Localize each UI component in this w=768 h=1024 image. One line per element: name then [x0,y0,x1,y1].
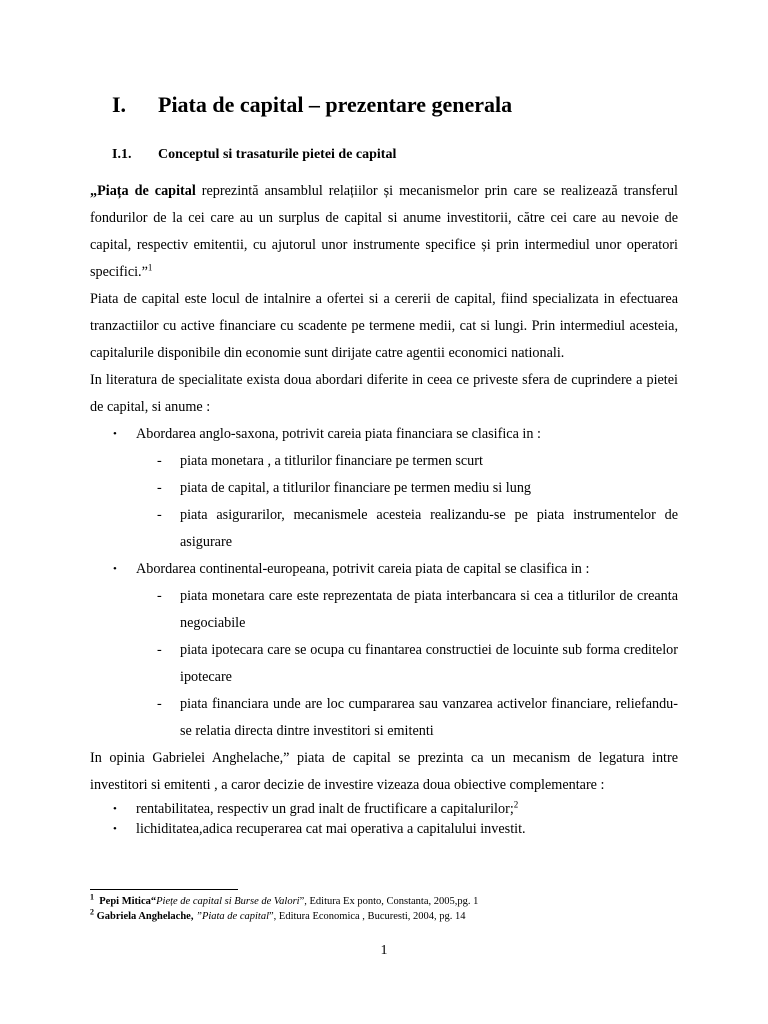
footnote-1: $^1$ Pepi Mitica“Piețe de capital si Burse de Valori”, Editura Ex ponto, Constanta, 2005,pg. 1 [90,892,479,907]
objectives-list [90,799,678,839]
paragraph-definition: „Piața de capital reprezintă ansamblul relațiilor și mecanismelor prin care se realizează transferul fondurilor de la cei care au un surplus de capital si anume investitorii, către cei care au nevoie de capital, respectiv emitentii, cu ajutorul unor instrumente specifice și prin intermediul unor operatori specifici.”$^1$ [90,183,678,280]
footnote-2: $^2$ Gabriela Anghelache, ”Piata de capital”, Editura Economica , Bucuresti, 2004, pg. 14 [90,907,466,922]
dash-icon: - [157,453,162,469]
paragraph-meeting-place: Piata de capital este locul de intalnire a ofertei si a cererii de capital, fiind specializata in efectuarea tranzactiilor cu active financiare cu scadente pe termene medii, cat si lungi. Prin intermediul acesteia, capitalurile disponibile din economie sunt dirijate catre agentii economici nationali. [90,291,678,361]
footnote-separator [90,889,238,890]
list-item: - piata asigurarilor, mecanismele acesteia realizandu-se pe piata instrumentelor de asigurare [90,502,678,556]
chapter-heading [112,92,512,118]
dash-icon: - [157,480,162,496]
dash-icon: - [157,507,162,523]
list-item-rentabilitate: • rentabilitatea, respectiv un grad inalt de fructificare a capitalurilor;$^2$ [113,799,519,817]
footnote-title: Piețe de capital si Burse de Valori [156,896,300,907]
footnote-title: Piata de capital [201,911,270,922]
footnote-ref-2: 2 [513,799,519,810]
section-number: I.1. [112,147,132,162]
footnote-author: Gabriela Anghelache, [96,911,194,922]
page-number: 1 [380,943,388,958]
bullet-icon: • [113,428,117,440]
footnotes [90,889,678,924]
dash-icon: - [157,588,162,604]
list-item-anglo-saxon: • Abordarea anglo-saxona, potrivit careia piata financiara se clasifica in : [90,421,678,448]
dash-icon: - [157,642,162,658]
chapter-title: Piata de capital – prezentare generala [158,92,513,117]
bold-term: „Piața de capital [90,183,196,199]
list-item: - piata monetara care este reprezentata de piata interbancara si cea a titlurilor de creanta negociabile [90,583,678,637]
paragraph-approaches-intro: In literatura de specialitate exista doua abordari diferite in ceea ce priveste sfera de cuprindere a pietei de capital, si anume : [90,372,678,415]
chapter-number: I. [112,92,127,117]
list-item: - piata ipotecara care se ocupa cu finantarea constructiei de locuinte sub forma creditelor ipotecare [90,637,678,691]
bullet-icon: • [113,803,117,815]
dash-icon: - [157,696,162,712]
footnote-ref-1: 1 [147,262,153,273]
body-text [90,178,678,839]
list-item: - piata de capital, a titlurilor financiare pe termen mediu si lung [90,475,678,502]
section-heading [112,147,396,163]
list-item-lichiditate: • lichiditatea,adica recuperarea cat mai operativa a capitalului investit. [113,821,526,837]
paragraph-anghelache: In opinia Gabrielei Anghelache,” piata de capital se prezinta ca un mecanism de legatura intre investitori si emitenti , a caror decizie de investire vizeaza doua obiective complementare : [90,750,678,793]
section-title: Conceptul si trasaturile pietei de capital [158,147,397,162]
bullet-icon: • [113,823,117,835]
list-item: - piata financiara unde are loc cumpararea sau vanzarea activelor financiare, reliefandu-se relatia directa dintre investitori si emitenti [90,691,678,745]
list-item-continental: • Abordarea continental-europeana, potrivit careia piata de capital se clasifica in : [90,556,678,583]
bullet-icon: • [113,563,117,575]
list-item: - piata monetara , a titlurilor financiare pe termen scurt [90,448,678,475]
approaches-list [90,421,678,745]
footnote-author: Pepi Mitica [99,896,151,907]
